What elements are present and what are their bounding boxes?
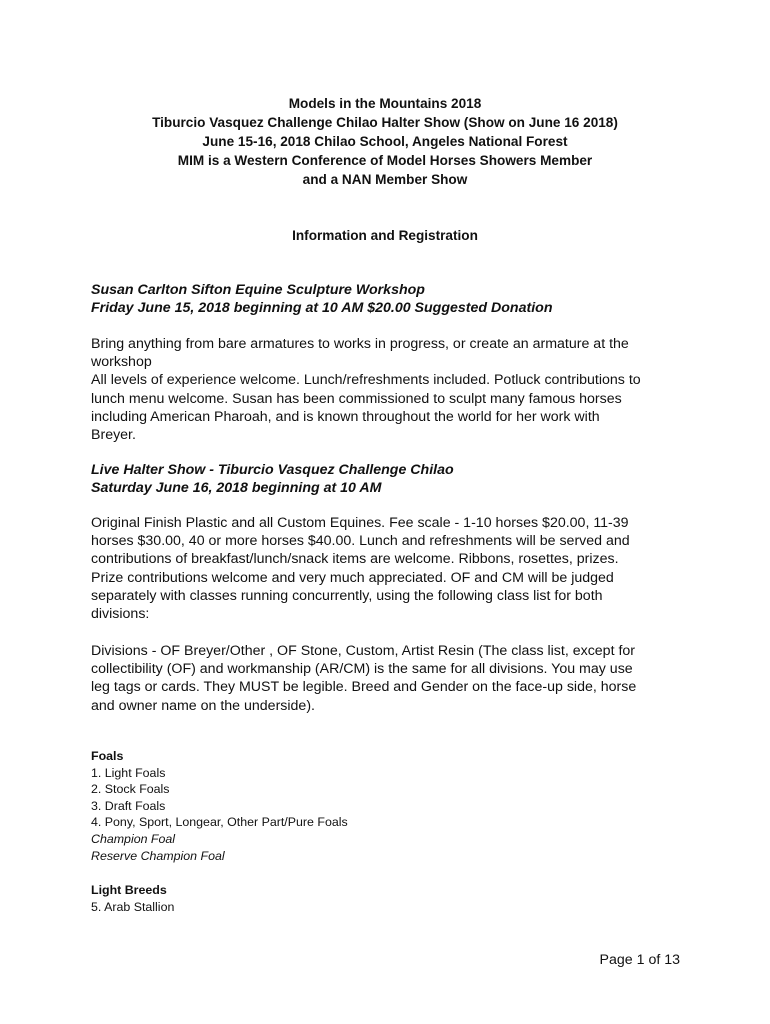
champion-label: Champion Foal — [91, 831, 176, 846]
show-heading — [91, 461, 691, 497]
text-line: Bring anything from bare armatures to works in progress, or create an armature at the — [91, 336, 629, 352]
text-line: separately with classes running concurrently, using the following class list for both — [91, 587, 603, 604]
workshop-title: Susan Carlton Sifton Equine Sculpture Workshop — [91, 282, 425, 298]
foals-heading: Foals — [91, 749, 124, 763]
header-line: MIM is a Western Conference of Model Horses Showers Member — [177, 153, 593, 168]
header-line: and a NAN Member Show — [302, 172, 468, 187]
text-line: horses $30.00, 40 or more horses $40.00. Lunch and refreshments will be served and — [91, 533, 630, 550]
class-item: 1. Light Foals — [91, 765, 166, 780]
foals-class-list — [91, 748, 591, 864]
show-date: Saturday June 16, 2018 beginning at 10 AM — [91, 480, 382, 497]
light-breeds-heading: Light Breeds — [91, 883, 167, 897]
text-line: lunch menu welcome. Susan has been commissioned to sculpt many famous horses — [91, 390, 622, 407]
document-header — [0, 94, 770, 189]
class-item: 2. Stock Foals — [91, 782, 170, 797]
text-line: Original Finish Plastic and all Custom Equines. Fee scale - 1-10 horses $20.00, 11-39 — [91, 515, 629, 531]
text-line: All levels of experience welcome. Lunch/refreshments included. Potluck contributions to — [91, 372, 641, 389]
text-line: leg tags or cards. They MUST be legible. Breed and Gender on the face-up side, horse — [91, 679, 637, 696]
section-subtitle: Information and Registration — [292, 228, 478, 243]
text-line: workshop — [91, 354, 152, 371]
text-line: and owner name on the underside). — [91, 697, 315, 714]
show-fees-paragraph — [91, 514, 691, 623]
workshop-heading — [91, 281, 691, 317]
class-item: 4. Pony, Sport, Longear, Other Part/Pure Foals — [91, 815, 348, 830]
divisions-paragraph — [91, 642, 691, 715]
text-line: collectibility (OF) and workmanship (AR/CM) is the same for all divisions. You may use — [91, 661, 633, 678]
workshop-description — [91, 335, 691, 444]
text-line: Prize contributions welcome and very much appreciated. OF and CM will be judged — [91, 569, 614, 586]
page-number: Page 1 of 13 — [599, 952, 680, 968]
class-item: 5. Arab Stallion — [91, 899, 175, 914]
class-item: 3. Draft Foals — [91, 798, 166, 813]
text-line: contributions of breakfast/lunch/snack items are welcome. Ribbons, rosettes, prizes. — [91, 551, 619, 568]
header-line: Models in the Mountains 2018 — [288, 96, 482, 111]
show-title: Live Halter Show - Tiburcio Vasquez Challenge Chilao — [91, 462, 454, 478]
reserve-champion-label: Reserve Champion Foal — [91, 848, 225, 863]
text-line: divisions: — [91, 606, 150, 623]
header-line: June 15-16, 2018 Chilao School, Angeles National Forest — [202, 134, 568, 149]
header-line: Tiburcio Vasquez Challenge Chilao Halter Show (Show on June 16 2018) — [152, 115, 618, 130]
light-breeds-class-list — [91, 882, 591, 915]
text-line: including American Pharoah, and is known throughout the world for her work with — [91, 408, 600, 425]
text-line: Breyer. — [91, 427, 136, 444]
text-line: Divisions - OF Breyer/Other , OF Stone, Custom, Artist Resin (The class list, except for — [91, 643, 636, 659]
workshop-date: Friday June 15, 2018 beginning at 10 AM $20.00 Suggested Donation — [91, 300, 553, 317]
